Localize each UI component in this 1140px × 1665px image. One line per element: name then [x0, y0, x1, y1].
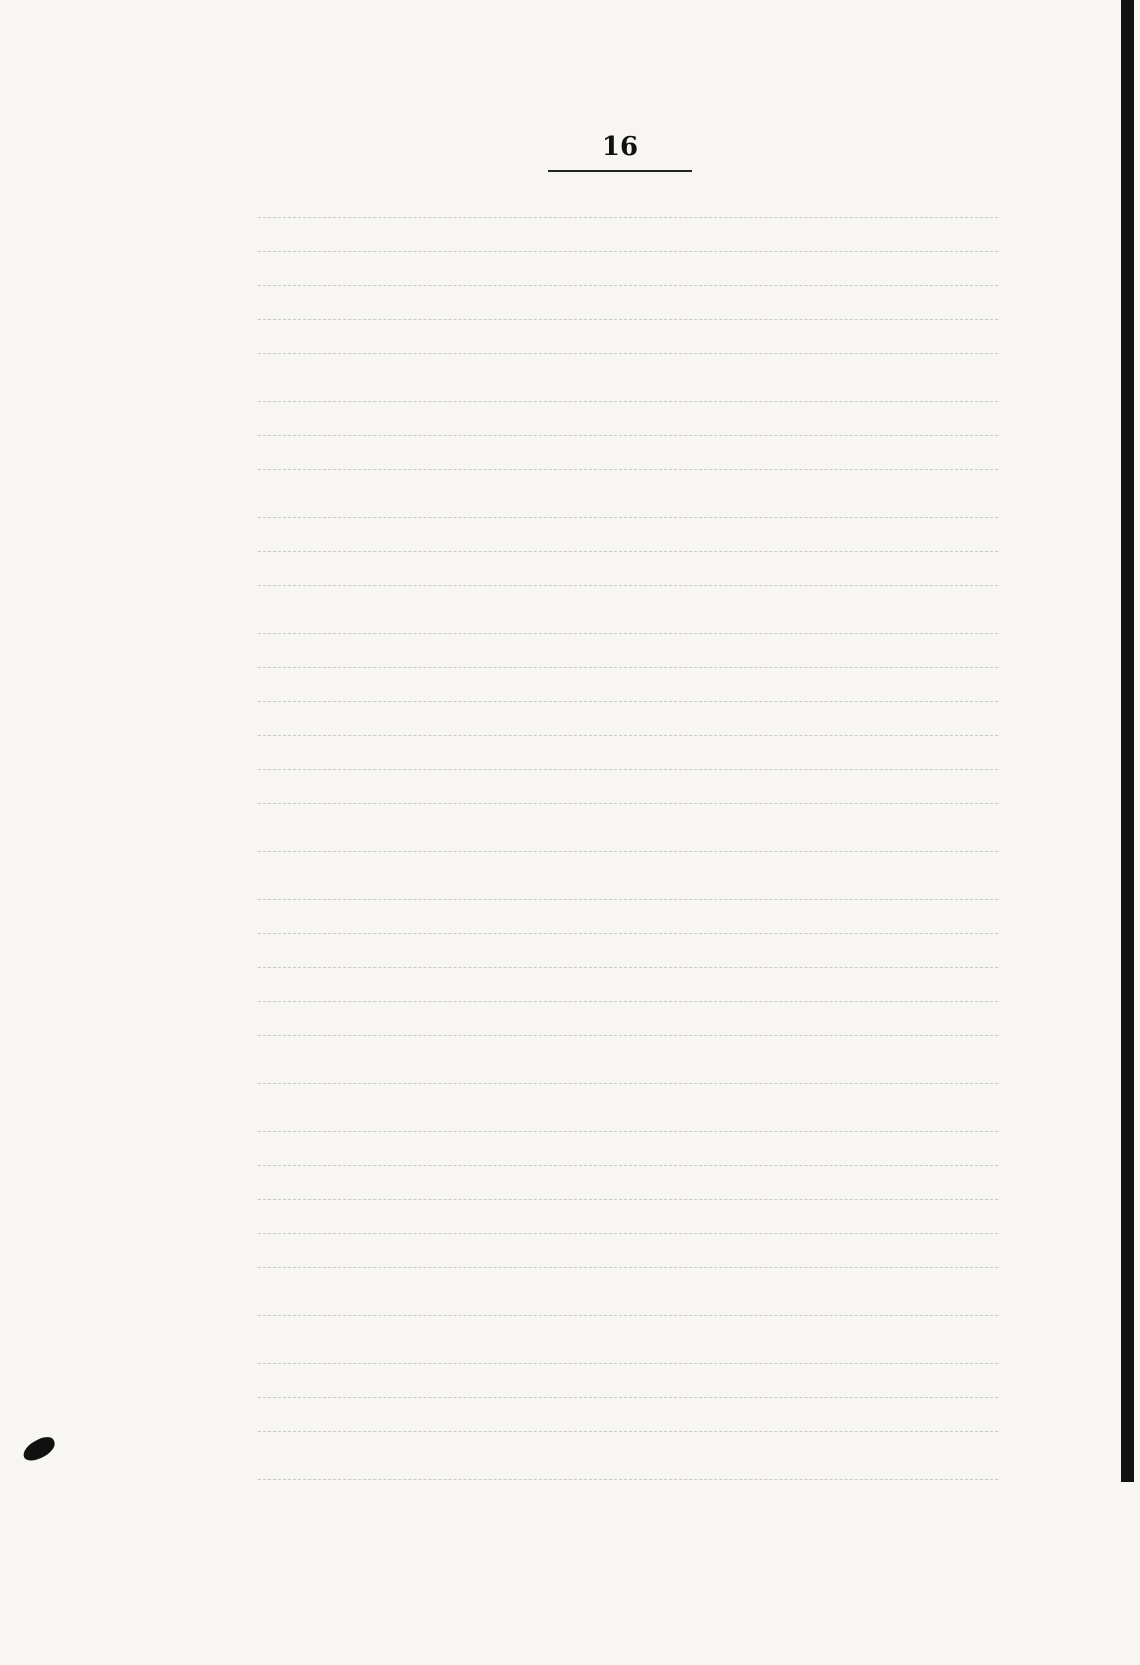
text-line	[258, 1282, 998, 1316]
ink-blot	[20, 1434, 58, 1465]
scan-edge-bar	[1121, 0, 1134, 1482]
text-line	[258, 668, 998, 702]
text-line	[258, 600, 998, 634]
text-block-2	[258, 368, 998, 470]
text-line	[258, 968, 998, 1002]
text-line	[258, 368, 998, 402]
text-line	[258, 770, 998, 804]
text-block-1	[258, 184, 998, 354]
text-area	[258, 184, 998, 1494]
text-block-6	[258, 866, 998, 1036]
text-block-4	[258, 600, 998, 804]
text-line	[258, 1132, 998, 1166]
text-line	[258, 900, 998, 934]
text-line	[258, 484, 998, 518]
text-line	[258, 1050, 998, 1084]
text-line	[258, 702, 998, 736]
text-line	[258, 1234, 998, 1268]
text-block-11	[258, 1446, 998, 1480]
text-line	[258, 286, 998, 320]
text-line	[258, 1002, 998, 1036]
text-line	[258, 1364, 998, 1398]
text-line	[258, 736, 998, 770]
text-line	[258, 818, 998, 852]
text-line	[258, 552, 998, 586]
text-line	[258, 934, 998, 968]
text-block-8	[258, 1098, 998, 1268]
text-line	[258, 436, 998, 470]
page-number-rule	[548, 170, 692, 172]
text-line	[258, 866, 998, 900]
text-line	[258, 1398, 998, 1432]
text-line	[258, 252, 998, 286]
text-line	[258, 1330, 998, 1364]
text-line	[258, 518, 998, 552]
text-block-5	[258, 818, 998, 852]
text-line	[258, 1166, 998, 1200]
page-number: 16	[601, 132, 639, 162]
text-line	[258, 320, 998, 354]
text-block-9	[258, 1282, 998, 1316]
text-line	[258, 1200, 998, 1234]
text-line	[258, 634, 998, 668]
text-block-3	[258, 484, 998, 586]
text-line	[258, 1446, 998, 1480]
text-line	[258, 402, 998, 436]
text-block-7	[258, 1050, 998, 1084]
text-block-10	[258, 1330, 998, 1432]
text-line	[258, 184, 998, 218]
text-line	[258, 218, 998, 252]
text-line	[258, 1098, 998, 1132]
